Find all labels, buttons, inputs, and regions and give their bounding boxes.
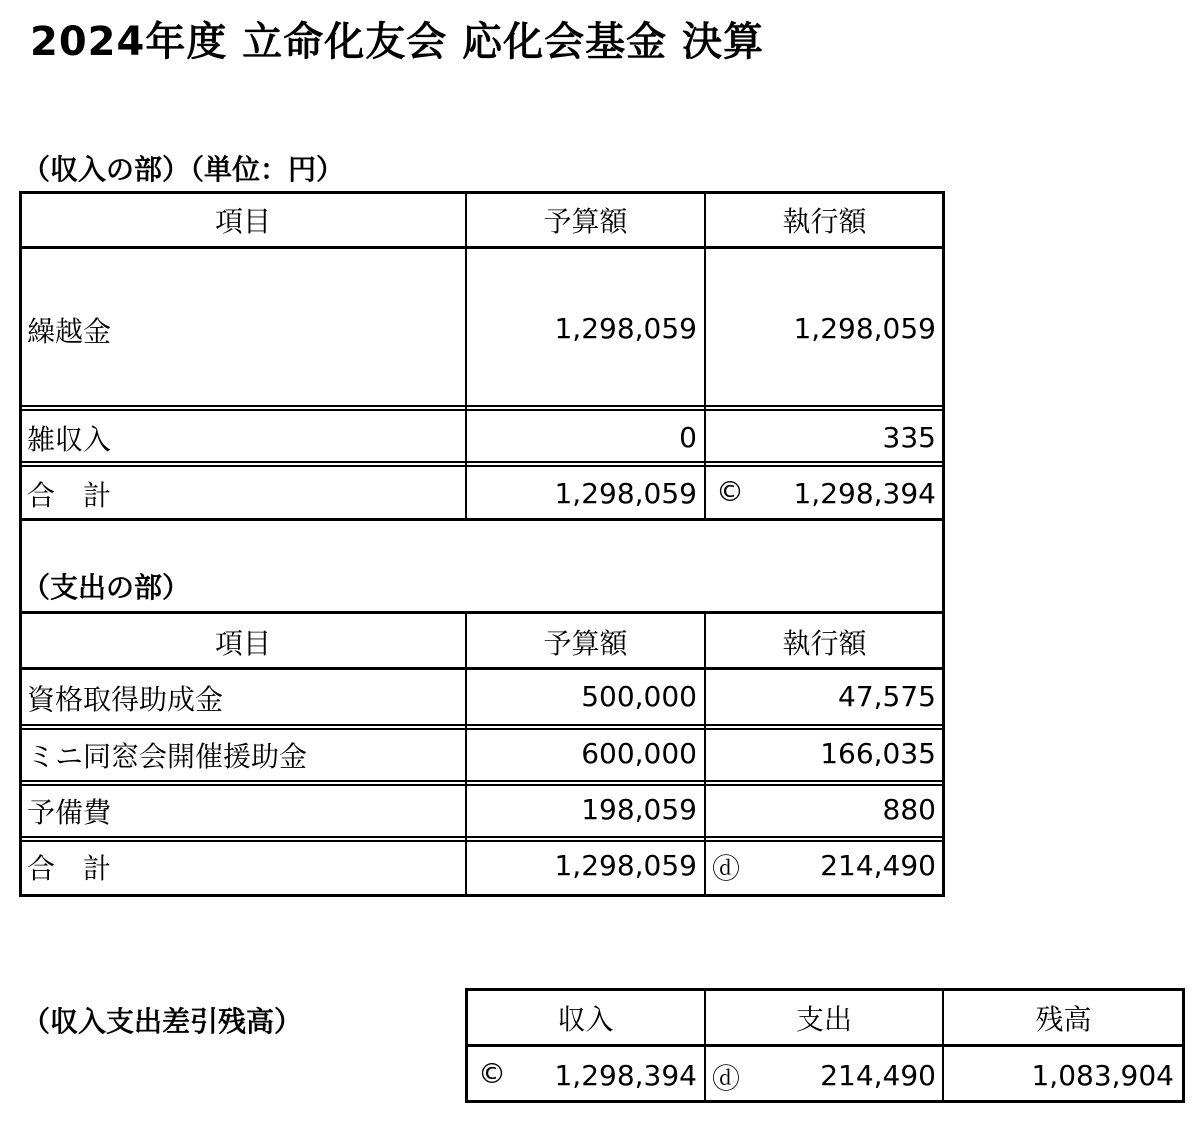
expense-header-actual: 執行額 xyxy=(782,627,867,660)
income-total-actual: 1,298,394 xyxy=(793,477,936,510)
balance-income-value: 1,298,394 xyxy=(554,1059,697,1092)
expense-header-budget: 予算額 xyxy=(543,627,628,660)
balance-header-expense: 支出 xyxy=(795,1003,852,1036)
expense-total-actual: 214,490 xyxy=(820,849,936,882)
balance-expense-value: 214,490 xyxy=(820,1059,936,1092)
balance-header-income: 収入 xyxy=(557,1003,614,1036)
divider xyxy=(467,1044,1183,1047)
income-row-actual: 1,298,059 xyxy=(793,312,936,345)
expense-row-budget: 600,000 xyxy=(581,737,697,770)
divider xyxy=(21,461,943,463)
expense-row-actual: 166,035 xyxy=(820,737,936,770)
budget-table-frame xyxy=(19,191,945,897)
expense-row-item: ミニ同窓会開催援助金 xyxy=(27,740,308,773)
column-divider xyxy=(704,193,706,519)
divider xyxy=(21,246,943,249)
divider xyxy=(21,728,943,730)
divider xyxy=(21,836,943,838)
divider xyxy=(21,405,943,407)
income-row-actual: 335 xyxy=(882,421,936,454)
expense-row-item: 予備費 xyxy=(27,796,112,829)
income-row-budget: 0 xyxy=(679,421,697,454)
copyright-mark-icon: © xyxy=(478,1057,506,1090)
circled-d-mark-icon: ⓓ xyxy=(712,1062,741,1095)
expense-row-actual: 47,575 xyxy=(838,680,936,713)
circled-d-mark-icon: ⓓ xyxy=(712,852,741,885)
expense-row-budget: 500,000 xyxy=(581,680,697,713)
income-row-item: 雑収入 xyxy=(27,423,112,456)
expense-header-item: 項目 xyxy=(214,627,271,660)
income-total-budget: 1,298,059 xyxy=(554,477,697,510)
divider xyxy=(21,518,943,521)
income-row-budget: 1,298,059 xyxy=(554,312,697,345)
expense-total-label: 合 計 xyxy=(27,852,112,885)
copyright-mark-icon: © xyxy=(716,475,744,508)
income-header-actual: 執行額 xyxy=(782,205,867,238)
income-header-budget: 予算額 xyxy=(543,205,628,238)
balance-section-label: （収入支出差引残高） xyxy=(22,1005,303,1038)
divider xyxy=(21,784,943,786)
income-row-item: 繰越金 xyxy=(27,315,112,348)
income-header-item: 項目 xyxy=(214,205,271,238)
column-divider xyxy=(465,193,467,519)
page-title: 2024年度 立命化友会 応化会基金 決算 xyxy=(30,19,765,65)
divider xyxy=(21,667,943,670)
divider xyxy=(21,611,943,614)
expense-total-budget: 1,298,059 xyxy=(554,849,697,882)
divider xyxy=(21,840,943,842)
expense-row-actual: 880 xyxy=(882,793,936,826)
expense-row-item: 資格取得助成金 xyxy=(27,683,224,716)
expense-section-label: （支出の部） xyxy=(22,571,191,604)
balance-remaining-value: 1,083,904 xyxy=(1031,1059,1174,1092)
expense-row-budget: 198,059 xyxy=(581,793,697,826)
divider xyxy=(21,724,943,726)
divider xyxy=(21,409,943,411)
balance-header-remaining: 残高 xyxy=(1035,1003,1092,1036)
divider xyxy=(21,465,943,467)
divider xyxy=(21,780,943,782)
income-total-label: 合 計 xyxy=(27,479,112,512)
income-section-label: （収入の部）（単位：円） xyxy=(22,153,345,186)
